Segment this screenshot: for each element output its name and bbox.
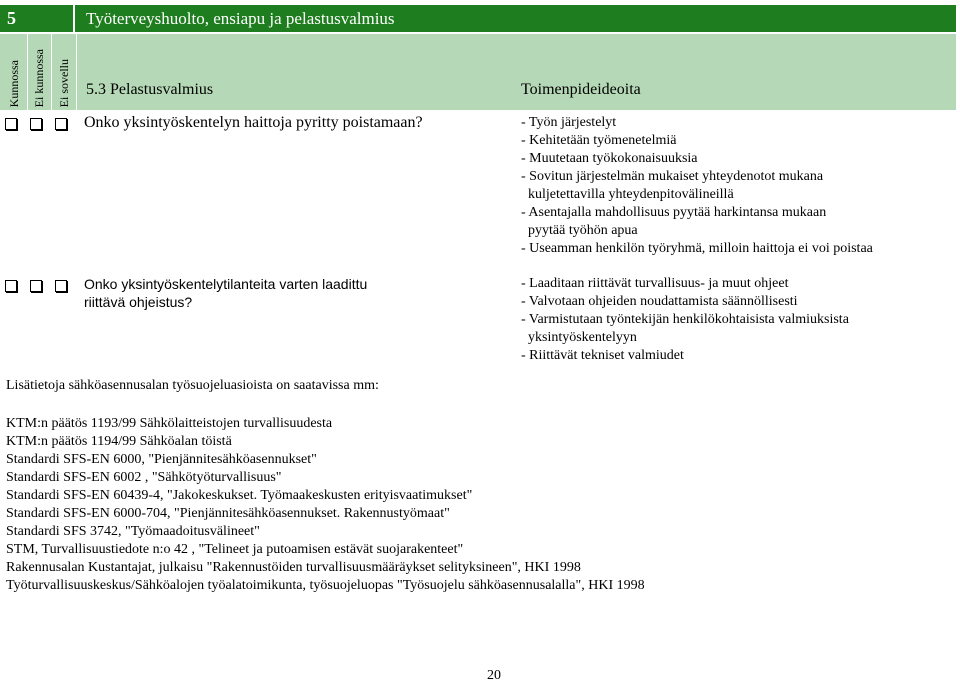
- answer-item: - Muutetaan työkokonaisuuksia: [521, 151, 698, 166]
- answer-item: - Työn järjestelyt: [521, 115, 617, 130]
- question-1: Onko yksintyöskentelyn haittoja pyritty poistamaan?: [84, 114, 423, 131]
- section-title: Työterveyshuolto, ensiapu ja pelastusvalmius: [86, 9, 395, 28]
- column-header-ei-sovellu: Ei sovellu: [56, 58, 71, 107]
- answer-item: - Laaditaan riittävät turvallisuus- ja muut ohjeet: [521, 276, 789, 291]
- reference-item: STM, Turvallisuustiedote n:o 42 , "Telineet ja putoamisen estävät suojarakenteet": [6, 542, 464, 557]
- reference-item: Standardi SFS 3742, "Työmaadoitusvälineet": [6, 524, 260, 539]
- info-heading: Lisätietoja sähköasennusalan työsuojeluasioista on saatavissa mm:: [6, 378, 379, 393]
- answer-item: - Asentajalla mahdollisuus pyytää harkintansa mukaan: [521, 205, 827, 220]
- answer-item: - Riittävät tekniset valmiudet: [521, 348, 684, 363]
- answer-item: yksintyöskentelyyn: [521, 330, 637, 345]
- page-number: 20: [487, 668, 501, 683]
- column-header-ei-kunnossa: Ei kunnossa: [31, 48, 46, 107]
- answer-item: pyytää työhön apua: [521, 223, 638, 238]
- reference-item: Rakennusalan Kustantajat, julkaisu "Rakennustöiden turvallisuusmääräykset selityksineen", HKI 1998: [6, 560, 581, 575]
- reference-item: KTM:n päätös 1194/99 Sähköalan töistä: [6, 434, 232, 449]
- reference-item: Työturvallisuuskeskus/Sähköalojen työalatoimikunta, työsuojeluopas "Työsuojelu sähköasennusalalla", HKI 1998: [6, 578, 645, 593]
- answers-q1: [521, 114, 873, 258]
- answer-item: - Valvotaan ohjeiden noudattamista säännöllisesti: [521, 294, 798, 309]
- column-divider: [51, 34, 52, 110]
- reference-item: Standardi SFS-EN 60439-4, "Jakokeskukset. Työmaakeskusten erityisvaatimukset": [6, 488, 473, 503]
- checkbox-q1-kunnossa[interactable]: [5, 118, 17, 130]
- answer-item: kuljetettavilla yhteydenpitovälineillä: [521, 187, 734, 202]
- header-divider: [73, 5, 75, 32]
- column-divider: [76, 34, 77, 110]
- checkbox-q2-kunnossa[interactable]: [5, 280, 17, 292]
- subsection-title: 5.3 Pelastusvalmius: [86, 81, 214, 98]
- checkbox-q1-ei-sovellu[interactable]: [55, 118, 67, 130]
- answers-q2: [521, 275, 849, 365]
- reference-item: Standardi SFS-EN 6000-704, "Pienjännitesähköasennukset. Rakennustyömaat": [6, 506, 450, 521]
- answer-item: - Varmistutaan työntekijän henkilökohtaisista valmiuksista: [521, 312, 849, 327]
- column-header-kunnossa: Kunnossa: [6, 59, 21, 107]
- subsection-header: [0, 34, 956, 110]
- reference-item: KTM:n päätös 1193/99 Sähkölaitteistojen turvallisuudesta: [6, 416, 333, 431]
- answer-item: - Kehitetään työmenetelmiä: [521, 133, 677, 148]
- section-header-bar: [0, 5, 956, 32]
- reference-item: Standardi SFS-EN 6000, "Pienjännitesähköasennukset": [6, 452, 317, 467]
- checkbox-q1-ei-kunnossa[interactable]: [30, 118, 42, 130]
- actions-header: Toimenpideideoita: [521, 81, 641, 98]
- reference-item: Standardi SFS-EN 6002 , "Sähkötyöturvallisuus": [6, 470, 282, 485]
- answer-item: - Useamman henkilön työryhmä, milloin haittoja ei voi poistaa: [521, 241, 873, 256]
- section-number: 5: [7, 8, 16, 28]
- checkbox-q2-ei-sovellu[interactable]: [55, 280, 67, 292]
- answer-item: - Sovitun järjestelmän mukaiset yhteydenotot mukana: [521, 169, 824, 184]
- question-2: Onko yksintyöskentelytilanteita varten laadittu riittävä ohjeistus?: [84, 276, 368, 310]
- checkbox-q2-ei-kunnossa[interactable]: [30, 280, 42, 292]
